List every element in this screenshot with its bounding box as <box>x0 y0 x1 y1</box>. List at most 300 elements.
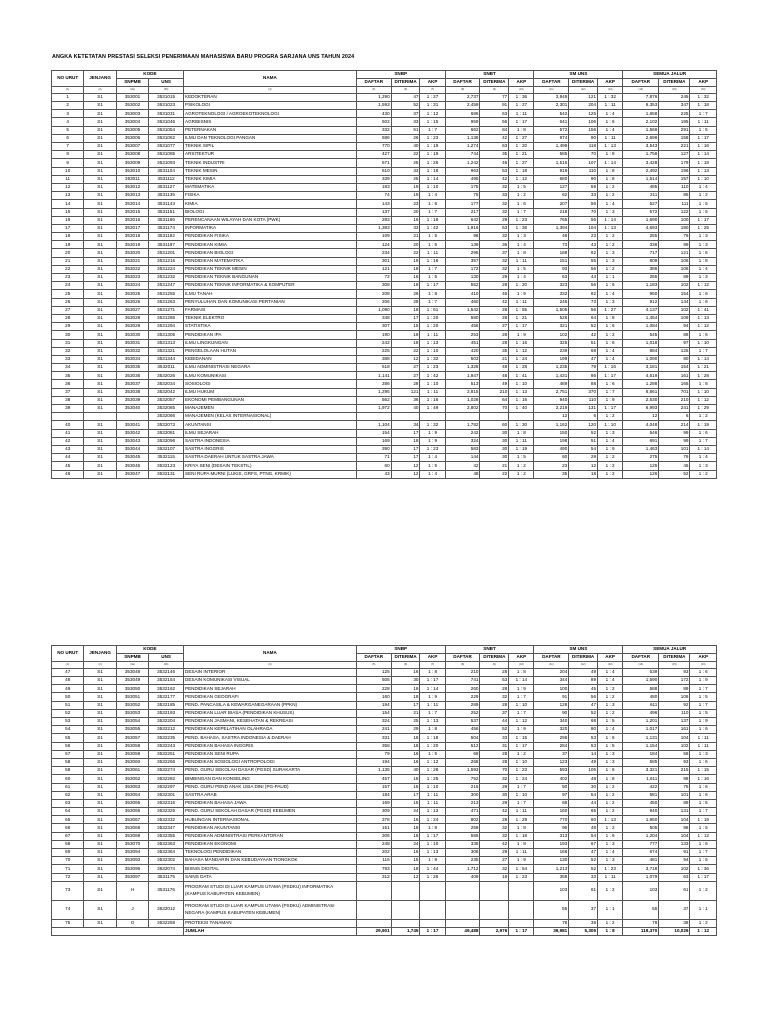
semua-daftar-cell: 1,154 <box>623 742 659 750</box>
semua-diterima-cell: 6 <box>659 413 690 421</box>
semua-akp-cell: 1 : 6 <box>690 783 717 791</box>
total-value-cell: 2,976 <box>480 927 509 935</box>
snbt-akp-cell: 1 : 3 <box>509 233 534 241</box>
smuns-diterima-cell: 49 <box>569 758 598 766</box>
table-row <box>52 339 717 347</box>
semua-daftar-cell: 78 <box>623 919 659 927</box>
semua-daftar-cell: 950 <box>623 290 659 298</box>
program-name-cell: PETERNAKAN <box>184 126 357 134</box>
table-row <box>52 470 717 478</box>
table-row <box>52 355 717 363</box>
total-value-cell: 49,488 <box>445 927 480 935</box>
snbp-diterima-cell: 16 <box>391 216 420 224</box>
smuns-daftar-cell: 103 <box>534 881 569 900</box>
semua-akp-cell: 1 : 7 <box>690 110 717 118</box>
kode-snpmb-cell: 353063 <box>116 783 148 791</box>
program-name-cell: PEND. GURU PEND ANAK USIA DINI (PG-PAUD) <box>184 783 357 791</box>
snbt-akp-cell: 1 : 54 <box>509 865 534 873</box>
snbp-daftar-cell <box>356 900 391 919</box>
smuns-diterima-cell: 86 <box>569 372 598 380</box>
snbt-diterima-cell: 29 <box>480 783 509 791</box>
header-nama: NAMA <box>184 646 357 662</box>
snbt-diterima-cell: 33 <box>480 192 509 200</box>
snbt-diterima-cell: 53 <box>480 677 509 685</box>
no-urut-cell: 13 <box>52 192 84 200</box>
kode-snpmb-cell: 353024 <box>116 282 148 290</box>
kode-snpmb-cell: 353048 <box>116 668 148 676</box>
semua-akp-cell: 1 : 12 <box>690 282 717 290</box>
semua-daftar-cell: 125 <box>623 462 659 470</box>
smuns-diterima-cell: 82 <box>569 290 598 298</box>
snbp-diterima-cell <box>391 881 420 900</box>
snbp-diterima-cell: 17 <box>391 701 420 709</box>
semua-diterima-cell: 158 <box>659 134 690 142</box>
table-row <box>52 306 717 314</box>
header-daftar: DAFTAR <box>534 654 569 662</box>
no-urut-cell: 45 <box>52 462 84 470</box>
semua-akp-cell: 1 : 6 <box>690 758 717 766</box>
no-urut-cell: 17 <box>52 224 84 232</box>
no-urut-cell: 3 <box>52 110 84 118</box>
snbt-diterima-cell: 32 <box>480 233 509 241</box>
semua-akp-cell: 1 : 11 <box>690 742 717 750</box>
kode-uns-cell: 3531093 <box>149 159 184 167</box>
no-urut-cell: 62 <box>52 791 84 799</box>
smuns-daftar-cell: 151 <box>534 257 569 265</box>
snbp-diterima-cell: 33 <box>391 167 420 175</box>
snbt-daftar-cell: 229 <box>445 693 480 701</box>
snbt-daftar-cell: 642 <box>445 216 480 224</box>
jenjang-cell: S1 <box>84 151 116 159</box>
snbt-akp-cell: 1 : 11 <box>509 849 534 857</box>
smuns-akp-cell: 1 : 4 <box>598 849 623 857</box>
program-name-cell: KEBIDANAN <box>184 355 357 363</box>
program-name-cell: KEDOKTERAN <box>184 93 357 101</box>
table-row <box>52 192 717 200</box>
snbt-diterima-cell: 53 <box>480 224 509 232</box>
smuns-diterima-cell: 48 <box>569 824 598 832</box>
table-row <box>52 151 717 159</box>
smuns-akp-cell: 1 : 2 <box>598 693 623 701</box>
no-urut-cell: 22 <box>52 265 84 273</box>
semua-diterima-cell: 102 <box>659 282 690 290</box>
snbp-akp-cell <box>420 413 445 421</box>
no-urut-cell: 20 <box>52 249 84 257</box>
kode-uns-cell: 3532042 <box>149 388 184 396</box>
program-name-cell: PENDIDIKAN KIMIA <box>184 241 357 249</box>
smuns-daftar-cell: 130 <box>534 857 569 865</box>
snbt-diterima-cell: 64 <box>480 396 509 404</box>
snbt-akp-cell: 1 : 27 <box>509 159 534 167</box>
table-row <box>52 183 717 191</box>
table-body <box>52 668 717 927</box>
smuns-akp-cell: 1 : 11 <box>598 102 623 110</box>
table-row <box>52 840 717 848</box>
kode-uns-cell: 3531321 <box>149 347 184 355</box>
semua-akp-cell: 1 : 6 <box>690 840 717 848</box>
snbt-akp-cell: 1 : 8 <box>509 840 534 848</box>
smuns-akp-cell: 1 : 3 <box>598 298 623 306</box>
semua-akp-cell: 1 : 36 <box>690 865 717 873</box>
smuns-diterima-cell: 107 <box>569 159 598 167</box>
no-urut-cell: 56 <box>52 742 84 750</box>
semua-diterima-cell: 94 <box>659 857 690 865</box>
smuns-akp-cell: 1 : 11 <box>598 873 623 881</box>
semua-daftar-cell: 1,201 <box>623 718 659 726</box>
program-name-cell: TEKNIK KIMIA <box>184 175 357 183</box>
kode-uns-cell: 3532316 <box>149 799 184 807</box>
header-akp: AKP <box>598 79 623 87</box>
semua-akp-cell: 1 : 5 <box>690 799 717 807</box>
snbt-diterima-cell: 84 <box>480 126 509 134</box>
snbt-akp-cell: 1 : 21 <box>509 314 534 322</box>
snbp-daftar-cell: 427 <box>356 151 391 159</box>
kode-uns-cell: 3532235 <box>149 734 184 742</box>
semua-daftar-cell: 1,131 <box>623 734 659 742</box>
snbp-daftar-cell: 194 <box>356 701 391 709</box>
kode-snpmb-cell: 353046 <box>116 462 148 470</box>
semua-akp-cell: 1 : 2 <box>690 192 717 200</box>
snbt-akp-cell: 1 : 12 <box>509 347 534 355</box>
smuns-akp-cell: 1 : 2 <box>598 808 623 816</box>
snbp-akp-cell: 1 : 4 <box>420 470 445 478</box>
semua-diterima-cell: 102 <box>659 865 690 873</box>
semua-daftar-cell: 1,756 <box>623 151 659 159</box>
semua-daftar-cell: 275 <box>623 454 659 462</box>
total-value-cell: 39,981 <box>534 927 569 935</box>
jenjang-cell: S1 <box>84 192 116 200</box>
smuns-daftar-cell: 62 <box>534 192 569 200</box>
total-value-cell: 29,901 <box>356 927 391 935</box>
program-name-cell: SASTRA INGGRIS <box>184 445 357 453</box>
semua-diterima-cell: 76 <box>659 233 690 241</box>
semua-diterima-cell: 161 <box>659 372 690 380</box>
snbp-diterima-cell: 18 <box>391 824 420 832</box>
smuns-diterima-cell: 52 <box>569 323 598 331</box>
semua-akp-cell: 1 : 5 <box>690 693 717 701</box>
table-row <box>52 364 717 372</box>
kode-uns-cell: 3531271 <box>149 306 184 314</box>
table-row <box>52 832 717 840</box>
column-index-cell: (3b) <box>149 87 184 94</box>
program-name-cell: PROTEKSI TANAMAN <box>184 919 357 927</box>
semua-akp-cell: 1 : 19 <box>690 159 717 167</box>
smuns-diterima-cell: 110 <box>569 167 598 175</box>
no-urut-cell: 32 <box>52 347 84 355</box>
kode-snpmb-cell: 353002 <box>116 102 148 110</box>
smuns-daftar-cell: 585 <box>534 151 569 159</box>
semua-diterima-cell: 122 <box>659 208 690 216</box>
semua-akp-cell: 1 : 4 <box>690 265 717 273</box>
semua-daftar-cell: 480 <box>623 693 659 701</box>
semua-daftar-cell: 1,566 <box>623 126 659 134</box>
program-name-cell: TEKNIK INDUSTRI <box>184 159 357 167</box>
snbt-akp-cell: 1 : 28 <box>509 364 534 372</box>
smuns-akp-cell: 1 : 14 <box>598 159 623 167</box>
kode-uns-cell: 3531176 <box>149 881 184 900</box>
snbp-daftar-cell: 562 <box>356 396 391 404</box>
header-diterima: DITERIMA <box>391 654 420 662</box>
snbp-akp-cell: 1 : 4 <box>420 454 445 462</box>
table-row <box>52 274 717 282</box>
total-value-cell: 5,305 <box>569 927 598 935</box>
kode-snpmb-cell: 353049 <box>116 677 148 685</box>
smuns-diterima-cell: 65 <box>569 808 598 816</box>
semua-diterima-cell: 196 <box>659 167 690 175</box>
smuns-diterima-cell: 52 <box>569 865 598 873</box>
column-index-cell: (3a) <box>116 87 148 94</box>
smuns-daftar-cell: 325 <box>534 339 569 347</box>
smuns-daftar-cell: 344 <box>534 677 569 685</box>
semua-diterima-cell: 75 <box>659 783 690 791</box>
column-index-cell: (4) <box>184 662 357 669</box>
semua-akp-cell: 1 : 3 <box>690 462 717 470</box>
snbt-daftar-cell: 1,947 <box>445 372 480 380</box>
kode-uns-cell: 3532034 <box>149 380 184 388</box>
semua-akp-cell: 1 : 9 <box>690 677 717 685</box>
smuns-daftar-cell: 680 <box>534 175 569 183</box>
semua-akp-cell: 1 : 5 <box>690 126 717 134</box>
table-row <box>52 224 717 232</box>
smuns-diterima-cell: 70 <box>569 208 598 216</box>
table-row <box>52 241 717 249</box>
header-daftar: DAFTAR <box>534 79 569 87</box>
snbt-diterima-cell: 28 <box>480 339 509 347</box>
header-sm-uns: SM UNS <box>534 71 623 79</box>
no-urut-cell: 58 <box>52 758 84 766</box>
column-index-cell: (14) <box>623 87 659 94</box>
smuns-akp-cell: 1 : 27 <box>598 306 623 314</box>
no-urut-cell: 57 <box>52 750 84 758</box>
snbp-daftar-cell: 505 <box>356 677 391 685</box>
program-name-cell: PENDIDIKAN ADMINISTRASI PERKANTORAN <box>184 832 357 840</box>
semua-akp-cell: 1 : 7 <box>690 437 717 445</box>
snbp-daftar-cell: 390 <box>356 445 391 453</box>
snbp-daftar-cell: 1,972 <box>356 405 391 413</box>
snbt-daftar-cell: 2,459 <box>445 102 480 110</box>
header-akp: AKP <box>420 79 445 87</box>
snbp-akp-cell: 1 : 23 <box>420 445 445 453</box>
snbt-akp-cell: 1 : 6 <box>509 200 534 208</box>
jenjang-cell: S1 <box>84 282 116 290</box>
kode-uns-cell: 3531023 <box>149 102 184 110</box>
snbt-diterima-cell: 32 <box>480 775 509 783</box>
program-name-cell: TEKNIK MESIN <box>184 167 357 175</box>
snbt-diterima-cell: 77 <box>480 93 509 101</box>
snbp-daftar-cell: 308 <box>356 282 391 290</box>
snbt-daftar-cell <box>445 413 480 421</box>
snbp-daftar-cell: 331 <box>356 734 391 742</box>
kode-snpmb-cell: 353069 <box>116 832 148 840</box>
total-label: JUMLAH <box>184 927 357 935</box>
jenjang-cell: S1 <box>84 364 116 372</box>
header-no-urut: NO URUT <box>52 71 84 87</box>
jenjang-cell: S1 <box>84 808 116 816</box>
kode-snpmb-cell: 353068 <box>116 824 148 832</box>
semua-akp-cell: 1 : 16 <box>690 143 717 151</box>
smuns-akp-cell: 1 : 4 <box>598 126 623 134</box>
smuns-daftar-cell: 641 <box>534 118 569 126</box>
semua-akp-cell: 1 : 21 <box>690 364 717 372</box>
header-daftar: DAFTAR <box>623 654 659 662</box>
smuns-diterima-cell: 110 <box>569 396 598 404</box>
semua-diterima-cell: 144 <box>659 298 690 306</box>
kode-uns-cell: 3532177 <box>149 693 184 701</box>
jenjang-cell: S1 <box>84 167 116 175</box>
smuns-daftar-cell: 204 <box>534 668 569 676</box>
semua-daftar-cell: 545 <box>623 331 659 339</box>
kode-uns-cell: 3532297 <box>149 783 184 791</box>
snbt-akp-cell: 1 : 2 <box>509 470 534 478</box>
smuns-diterima-cell: 52 <box>569 857 598 865</box>
table-row <box>52 134 717 142</box>
snbp-daftar-cell: 671 <box>356 159 391 167</box>
snbp-akp-cell: 1 : 27 <box>420 93 445 101</box>
header-akp: AKP <box>690 79 717 87</box>
semua-diterima-cell: 225 <box>659 110 690 118</box>
jenjang-cell: S1 <box>84 314 116 322</box>
program-name-cell: PENDIDIKAN MATEMATIKA <box>184 257 357 265</box>
program-name-cell: ILMU LINGKUNGAN <box>184 339 357 347</box>
program-name-cell: PENDIDIKAN AKUNTANSI <box>184 824 357 832</box>
snbp-daftar-cell <box>356 413 391 421</box>
snbt-diterima-cell: 210 <box>480 388 509 396</box>
semua-akp-cell: 1 : 7 <box>690 701 717 709</box>
snbt-daftar-cell: 268 <box>445 758 480 766</box>
snbt-diterima-cell: 37 <box>480 709 509 717</box>
snbt-akp-cell: 1 : 20 <box>509 282 534 290</box>
snbt-daftar-cell: 144 <box>445 454 480 462</box>
smuns-daftar-cell: 765 <box>534 216 569 224</box>
smuns-akp-cell: 1 : 3 <box>598 701 623 709</box>
jenjang-cell: S1 <box>84 824 116 832</box>
column-index-cell: (3a) <box>116 662 148 669</box>
kode-snpmb-cell: 353001 <box>116 93 148 101</box>
snbt-akp-cell: 1 : 29 <box>509 816 534 824</box>
kode-uns-cell: 3531085 <box>149 151 184 159</box>
jenjang-cell: S1 <box>84 734 116 742</box>
kode-snpmb-cell: 353008 <box>116 151 148 159</box>
snbp-akp-cell: 1 : 8 <box>420 668 445 676</box>
table-row <box>52 200 717 208</box>
no-urut-cell: 38 <box>52 396 84 404</box>
snbt-akp-cell: 1 : 30 <box>509 421 534 429</box>
table-row <box>52 216 717 224</box>
smuns-akp-cell: 1 : 6 <box>598 380 623 388</box>
program-name-cell: PEND. BAHASA, SASTRA INDONESIA & DAERAH <box>184 734 357 742</box>
semua-diterima-cell: 190 <box>659 224 690 232</box>
jenjang-cell: S1 <box>84 718 116 726</box>
semua-daftar-cell: 422 <box>623 783 659 791</box>
semua-diterima-cell: 106 <box>659 693 690 701</box>
snbp-daftar-cell: 1,135 <box>356 767 391 775</box>
kode-snpmb-cell: 353054 <box>116 718 148 726</box>
smuns-akp-cell: 1 : 2 <box>598 791 623 799</box>
snbt-diterima-cell: 28 <box>480 314 509 322</box>
smuns-akp-cell: 1 : 4 <box>598 347 623 355</box>
smuns-daftar-cell: 37 <box>534 750 569 758</box>
smuns-diterima-cell: 47 <box>569 355 598 363</box>
no-urut-cell: 4 <box>52 118 84 126</box>
snbt-akp-cell: 1 : 5 <box>509 265 534 273</box>
table-row <box>52 143 717 151</box>
table-row <box>52 298 717 306</box>
snbt-daftar-cell: 503 <box>445 355 480 363</box>
semua-diterima-cell: 241 <box>659 405 690 413</box>
smuns-daftar-cell: 63 <box>534 274 569 282</box>
snbp-daftar-cell: 301 <box>356 257 391 265</box>
kode-snpmb-cell: 353096 <box>116 865 148 873</box>
smuns-diterima-cell: 68 <box>569 347 598 355</box>
header-daftar: DAFTAR <box>356 79 391 87</box>
semua-akp-cell: 1 : 5 <box>690 208 717 216</box>
no-urut-cell: 28 <box>52 314 84 322</box>
snbt-daftar-cell: 1,328 <box>445 364 480 372</box>
smuns-daftar-cell: 940 <box>534 396 569 404</box>
semua-diterima-cell: 102 <box>659 306 690 314</box>
snbp-daftar-cell: 169 <box>356 799 391 807</box>
snbp-diterima-cell <box>391 900 420 919</box>
jenjang-cell: S1 <box>84 421 116 429</box>
snbp-akp-cell: 1 : 18 <box>420 216 445 224</box>
no-urut-cell: 14 <box>52 200 84 208</box>
snbp-daftar-cell: 116 <box>356 857 391 865</box>
semua-akp-cell: 1 : 7 <box>690 685 717 693</box>
snbp-akp-cell: 1 : 14 <box>420 175 445 183</box>
snbp-daftar-cell: 151 <box>356 824 391 832</box>
no-urut-cell: 24 <box>52 282 84 290</box>
no-urut-cell: 54 <box>52 726 84 734</box>
smuns-daftar-cell: 102 <box>534 331 569 339</box>
semua-akp-cell: 1 : 19 <box>690 421 717 429</box>
snbt-daftar-cell: 456 <box>445 726 480 734</box>
total-value-cell: 1,745 <box>391 927 420 935</box>
semua-akp-cell: 1 : 6 <box>690 298 717 306</box>
snbt-diterima-cell: 70 <box>480 767 509 775</box>
header-akp: AKP <box>420 654 445 662</box>
snbt-diterima-cell: 35 <box>480 347 509 355</box>
snbt-akp-cell: 1 : 10 <box>509 791 534 799</box>
jenjang-cell: S1 <box>84 709 116 717</box>
table-row <box>52 726 717 734</box>
snbp-akp-cell: 1 : 17 <box>420 832 445 840</box>
no-urut-cell: 60 <box>52 775 84 783</box>
snbp-diterima-cell: 24 <box>391 808 420 816</box>
snbt-daftar-cell: 210 <box>445 668 480 676</box>
smuns-daftar-cell: 97 <box>534 791 569 799</box>
snbt-daftar-cell: 513 <box>445 380 480 388</box>
snbt-daftar-cell: 1,782 <box>445 421 480 429</box>
semua-daftar-cell: 539 <box>623 668 659 676</box>
jenjang-cell: S1 <box>84 298 116 306</box>
table-row <box>52 257 717 265</box>
snbt-daftar-cell: 410 <box>445 290 480 298</box>
jenjang-cell: S1 <box>84 159 116 167</box>
semua-akp-cell: 1 : 25 <box>690 224 717 232</box>
smuns-diterima-cell: 56 <box>569 306 598 314</box>
semua-akp-cell: 1 : 8 <box>690 257 717 265</box>
kode-uns-cell: 3532268 <box>149 919 184 927</box>
semua-daftar-cell: 2,102 <box>623 118 659 126</box>
smuns-diterima-cell: 370 <box>569 388 598 396</box>
kode-uns-cell: 3532355 <box>149 832 184 840</box>
jenjang-cell: S1 <box>84 257 116 265</box>
snbt-daftar-cell: 235 <box>445 857 480 865</box>
snbp-diterima-cell: 19 <box>391 257 420 265</box>
smuns-daftar-cell: 2,301 <box>534 102 569 110</box>
snbt-daftar-cell: 1,593 <box>445 767 480 775</box>
kode-uns-cell: 3531224 <box>149 265 184 273</box>
